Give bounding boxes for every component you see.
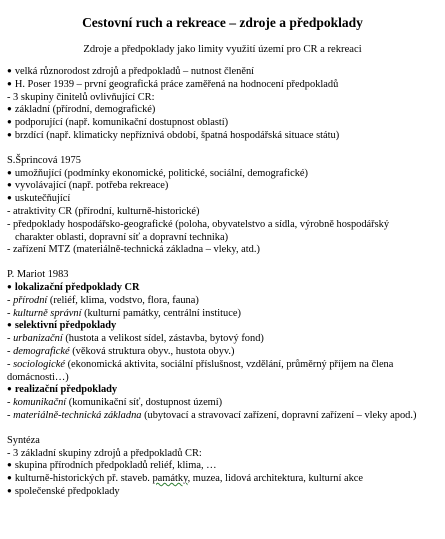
term: demografické [13, 345, 70, 357]
subsection-heading: ● selektivní předpoklady [7, 320, 439, 333]
list-item: - komunikační (komunikační síť, dostupnost území) [7, 397, 223, 409]
list-item: - materiálně-technická základna (ubytovací a stravovací zařízení, dopravní zařízení – vleky apod.) [7, 409, 417, 421]
list-item: - 3 skupiny činitelů ovlivňující CR: [7, 91, 155, 103]
list-item: ● velká různorodost zdrojů a předpokladů – nutnost členění [7, 66, 439, 79]
term-description: (hustota a velikost sídel, zástavba, bytový fond) [62, 333, 264, 345]
term-description: (kulturní památky, centrální instituce) [81, 307, 241, 319]
list-item: ● podporující (např. komunikační dostupnost oblastí) [7, 117, 439, 130]
list-item: ● vyvolávající (např. potřeba rekreace) [7, 180, 439, 193]
subsection-heading: ● lokalizační předpoklady CR [7, 282, 439, 295]
list-item: - 3 základní skupiny zdrojů a předpokladů CR: [7, 447, 202, 459]
list-item: - atraktivity CR (přírodní, kulturně-historické) [7, 205, 200, 217]
list-item-continuation: charakter oblasti, dopravní síť a dopravní technika) [15, 231, 229, 243]
term-description: (komunikační síť, dostupnost území) [66, 397, 223, 409]
list-item: ● H. Poser 1939 – první geografická práce zaměřená na hodnocení předpokladů [7, 79, 439, 92]
list-item: - demografické (věková struktura obyv., hustota obyv.) [7, 345, 235, 357]
list-item: - sociologické (ekonomická aktivita, sociální příslušnost, vzdělání, průměrný příjem na člena domácnosti…) [7, 358, 394, 383]
list-item: - zařízení MTZ (materiálně-technická základna – vleky, atd.) [7, 244, 260, 256]
spellcheck-marked-word: památky [152, 473, 188, 485]
document-title: Cestovní ruch a rekreace – zdroje a předpoklady [82, 15, 363, 30]
subsection-heading: ● realizační předpoklady [7, 384, 439, 397]
term: urbanizační [13, 333, 63, 345]
term-description: (ubytovací a stravovací zařízení, dopravní zařízení – vleky apod.) [141, 409, 417, 421]
term: komunikační [13, 397, 67, 409]
section-heading: S.Šprincová 1975 [7, 154, 81, 166]
list-item: - přírodní (reliéf, klima, vodstvo, flora, fauna) [7, 294, 199, 306]
section-heading: Syntéza [7, 434, 40, 446]
term-description: (věková struktura obyv., hustota obyv.) [69, 345, 235, 357]
term: kulturně správní [13, 307, 82, 319]
list-item: ● uskutečňující [7, 193, 439, 206]
term: sociologické [13, 358, 65, 370]
list-item: ● společenské předpoklady [7, 486, 439, 499]
term-description: (reliéf, klima, vodstvo, flora, fauna) [47, 294, 199, 306]
list-item: ● brzdící (např. klimaticky nepříznivá období, špatná hospodářská situace státu) [7, 130, 439, 143]
list-item: - urbanizační (hustota a velikost sídel, zástavba, bytový fond) [7, 333, 264, 345]
list-item [7, 473, 439, 486]
list-item-text: kulturně-historických př. staveb. [14, 473, 153, 485]
term: materiálně-technická základna [13, 409, 142, 421]
section-heading: P. Mariot 1983 [7, 269, 69, 281]
document-body [7, 66, 439, 499]
list-item: - předpoklady hospodářsko-geografické (poloha, obyvatelstvo a sídla, výrobně hospodářský [7, 218, 390, 230]
list-item: - kulturně správní (kulturní památky, centrální instituce) [7, 307, 241, 319]
list-item: ● umožňující (podmínky ekonomické, politické, sociální, demografické) [7, 168, 439, 181]
list-item-text: , muzea, lidová architektura, kulturní akce [187, 473, 364, 485]
list-item: ● skupina přírodních předpokladů reliéf, klima, … [7, 460, 439, 473]
term-description: (ekonomická aktivita, sociální příslušnost, vzdělání, průměrný příjem na člena domácnosti…) [7, 358, 394, 383]
term: přírodní [13, 294, 48, 306]
list-item: ● základní (přírodní, demografické) [7, 104, 439, 117]
document-subtitle: Zdroje a předpoklady jako limity využití území pro CR a rekreaci [83, 44, 362, 55]
